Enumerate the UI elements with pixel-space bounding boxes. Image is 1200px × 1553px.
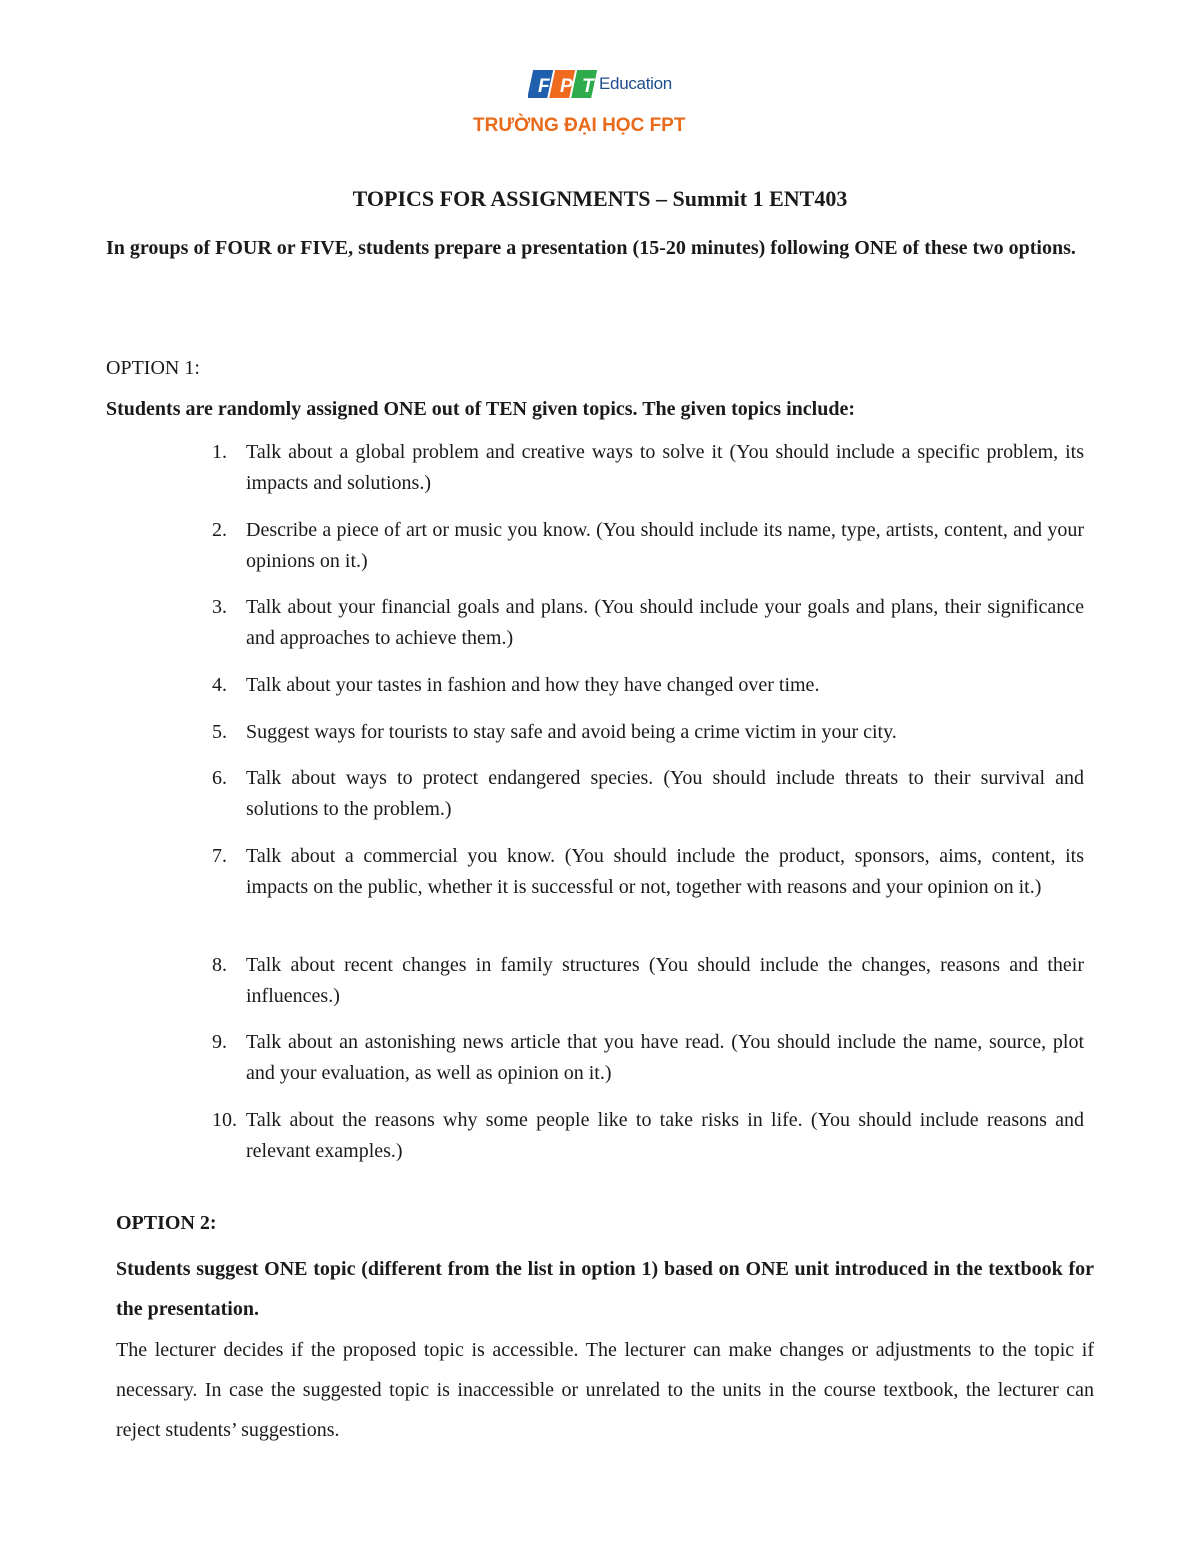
topic-number: 1.: [212, 441, 227, 463]
option1-heading: OPTION 1:: [106, 357, 200, 379]
topic-text: Talk about recent changes in family structures (You should include the changes, reasons and their influences.): [246, 954, 1084, 1007]
option1-lead: Students are randomly assigned ONE out of TEN given topics. The given topics include:: [106, 398, 855, 420]
topic-number: 4.: [212, 674, 227, 696]
topic-number: 10.: [212, 1109, 237, 1131]
intro-paragraph: In groups of FOUR or FIVE, students prepare a presentation (15-20 minutes) following ONE of these two options.: [106, 237, 1076, 259]
topic-number: 6.: [212, 767, 227, 789]
school-name: TRƯỜNG ĐẠI HỌC FPT: [473, 115, 686, 136]
topic-text: Describe a piece of art or music you know. (You should include its name, type, artists, content, and your opinions on it.): [246, 519, 1084, 572]
topic-number: 7.: [212, 845, 227, 867]
topic-text: Talk about ways to protect endangered species. (You should include threats to their survival and solutions to the problem.): [246, 767, 1084, 820]
fpt-logo-icon: [528, 66, 600, 102]
topic-text: Talk about a commercial you know. (You should include the product, sponsors, aims, content, its impacts on the public, whether it is successful or not, together with reasons and your opinion on it.): [246, 845, 1084, 898]
topic-number: 2.: [212, 519, 227, 541]
topic-text: Talk about an astonishing news article that you have read. (You should include the name, source, plot and your evaluation, as well as opinion on it.): [246, 1031, 1084, 1084]
option2-heading: OPTION 2:: [116, 1212, 217, 1234]
page-title: TOPICS FOR ASSIGNMENTS – Summit 1 ENT403: [352, 186, 848, 211]
topic-number: 3.: [212, 596, 227, 618]
topic-text: Talk about your financial goals and plans. (You should include your goals and plans, their significance and approaches to achieve them.): [246, 596, 1084, 649]
svg-text:F: F: [538, 76, 550, 97]
topic-number: 8.: [212, 954, 227, 976]
option2-body: The lecturer decides if the proposed topic is accessible. The lecturer can make changes or adjustments to the topic if necessary. In case the suggested topic is inaccessible or unrelated to the units in the course textbook, the lecturer can reject students’ suggestions.: [116, 1339, 1094, 1441]
topic-text: Talk about the reasons why some people like to take risks in life. (You should include reasons and relevant examples.): [246, 1109, 1084, 1162]
topic-number: 9.: [212, 1031, 227, 1053]
topic-text: Suggest ways for tourists to stay safe and avoid being a crime victim in your city.: [246, 721, 897, 743]
topic-text: Talk about your tastes in fashion and how they have changed over time.: [246, 674, 820, 696]
svg-text:P: P: [560, 76, 573, 97]
topic-text: Talk about a global problem and creative ways to solve it (You should include a specific problem, its impacts and solutions.): [246, 441, 1084, 494]
fpt-education-logo: [0, 0, 1200, 150]
option2-lead: Students suggest ONE topic (different from the list in option 1) based on ONE unit introduced in the textbook for the presentation.: [116, 1258, 1094, 1320]
topic-number: 5.: [212, 721, 227, 743]
svg-text:T: T: [582, 76, 594, 97]
logo-education-text: Education: [599, 74, 672, 93]
